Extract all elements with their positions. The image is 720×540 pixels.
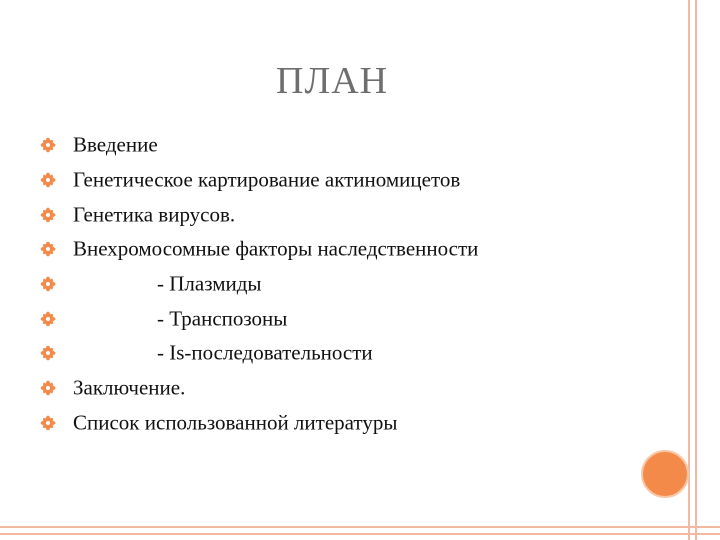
flower-bullet-icon	[40, 345, 56, 361]
bullet-text: Введение	[73, 132, 158, 157]
bullet-text: - Is-последовательности	[157, 340, 373, 365]
bullet-text: - Плазмиды	[157, 271, 262, 296]
flower-bullet-icon	[40, 415, 56, 431]
flower-bullet-icon	[40, 380, 56, 396]
slide-title: ПЛАН	[276, 60, 389, 102]
flower-bullet-icon	[40, 137, 56, 153]
frame-line-right-inner	[688, 0, 690, 540]
flower-bullet-icon	[40, 276, 56, 292]
flower-bullet-icon	[40, 241, 56, 257]
bullet-text: - Транспозоны	[157, 306, 288, 331]
frame-line-bottom-inner	[0, 526, 720, 528]
bullet-text: Заключение.	[73, 375, 186, 400]
decorative-orange-circle	[641, 450, 689, 498]
frame-line-right-outer	[695, 0, 697, 540]
bullet-text: Генетика вирусов.	[73, 202, 236, 227]
bullet-text: Список использованной литературы	[73, 410, 398, 435]
frame-line-bottom-outer	[0, 533, 720, 535]
bullet-text: Внехромосомные факторы наследственности	[73, 236, 479, 261]
bullet-text: Генетическое картирование актиномицетов	[73, 167, 461, 192]
flower-bullet-icon	[40, 172, 56, 188]
flower-bullet-icon	[40, 207, 56, 223]
flower-bullet-icon	[40, 311, 56, 327]
